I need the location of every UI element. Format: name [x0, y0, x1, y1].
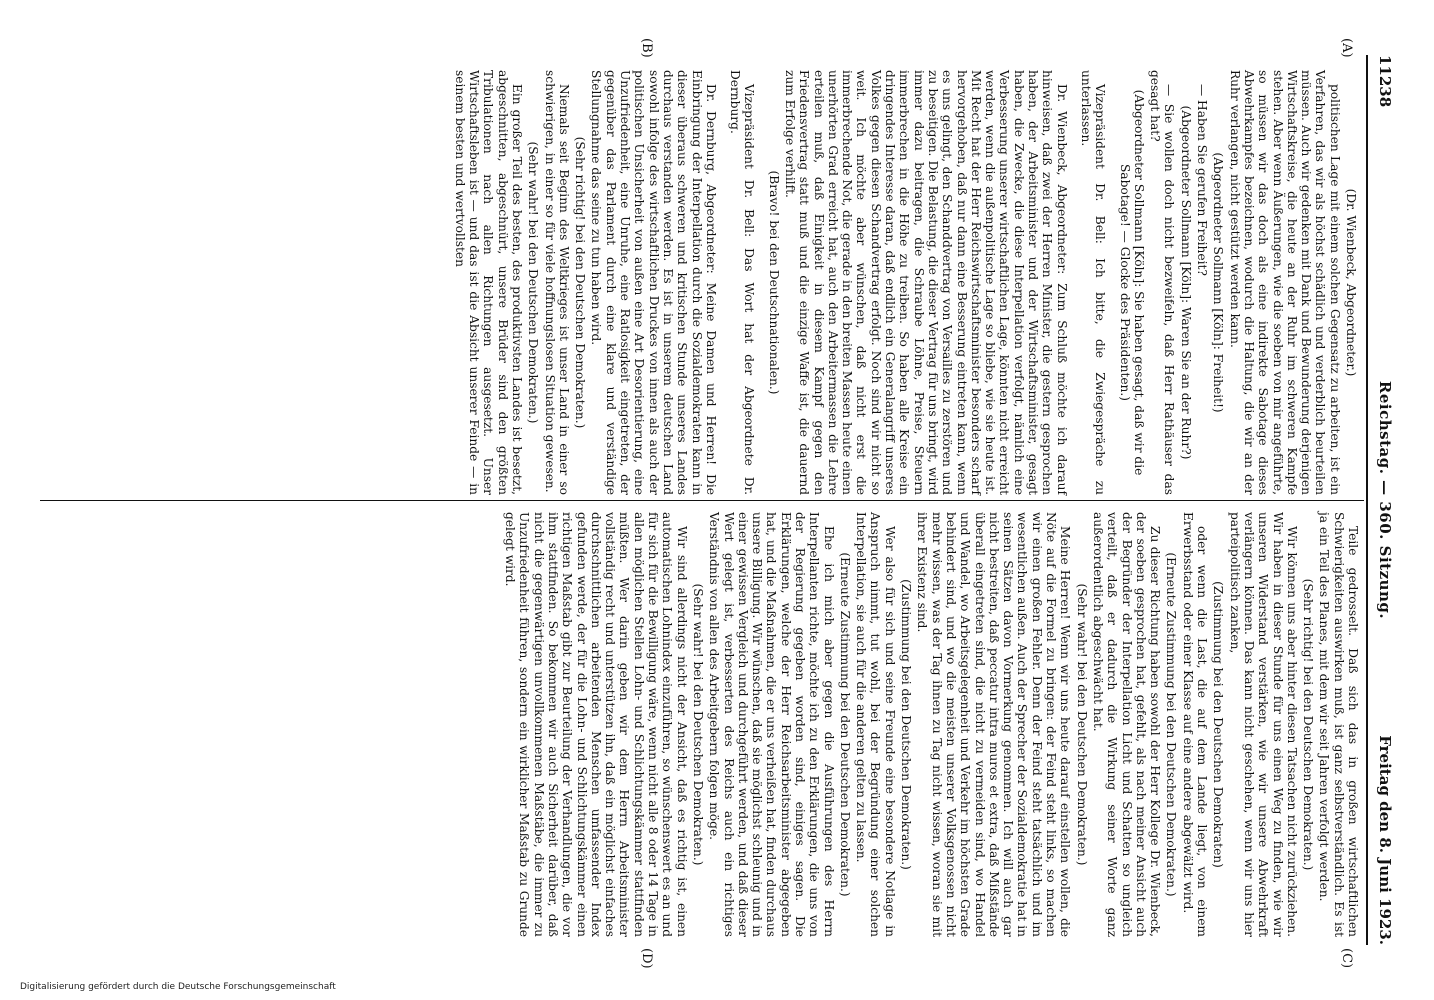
interjection: (Abgeordneter Sollmann [Köln]: Waren Sie an der Ruhr?) — [1178, 105, 1193, 460]
page-header — [1370, 55, 1394, 945]
paragraph: politischen Lage mit einem solchen Gegensatz zu arbeiten, ist ein Verfahren, das wir als höchst schädlich und verderblich beurteilen müssen. Auch wir gedenken mit Dank und Bewunderung derjenigen Wirtschaftskreise, die heute an der Ruhr im schweren Kampfe stehen. Aber wenn Äußerungen, wie die soeben von mir angeführte, so müssen wir das doch als eine indirekte Sabotage dieses Abwehrkampfes bezeichnen, wodurch die Haltung, die wir an der Ruhr verlangen, nicht gestützt werden kann. — [1227, 70, 1342, 495]
session-date: Freitag den 8. Juni 1923. — [1376, 735, 1394, 945]
interjection: (Erneute Zustimmung bei den Deutschen Demokraten.) — [1164, 552, 1179, 897]
paragraph: Ehe ich mich aber gegen die Ausführungen des Herrn Interpellanten richte, möchte ich zu den Erklärungen, die uns von der Regierung gegeben worden sind, einiges sagen. Die Erklärungen, welche der Herr Reichsarbeitsminister abgegeben hat, und die Maßnahmen, die er uns verheißen hat, finden durchaus unsere Billigung. Wir wünschen, daß sie möglichst schleunig und in einer gewissen Vergleich und durchgeführt werden, und daß dieser Wert gelegt ist, verbesserten des Reichs auch ein richtiges Verständnis von allen des Arbeitgebern folgen möge. — [707, 512, 836, 937]
interjection: (Sehr wahr! bei den Deutschen Demokraten.) — [1074, 583, 1089, 866]
paragraph: Vizepräsident Dr. Bell: Ich bitte, die Zwiegespräche zu unterlassen. — [1078, 70, 1108, 495]
paragraph: oder wenn die Last, die auf dem Lande liegt, von einem Erwerbsstand oder einer Klasse auf eine andere abgewälzt wird. — [1180, 512, 1210, 937]
paragraph: Wir können uns aber hinter diesen Tatsachen nicht zurückziehen. Wir haben in dieser Stunde für uns einen Weg zu finden, wie wir unseren Widerstand verstärken, wie wir unsere Abwehrkraft verlängern können. Das kann nicht geschehen, wenn wir uns hier parteipolitisch zanken, — [1227, 512, 1299, 937]
paragraph: — Sie wollen doch nicht bezweifeln, daß Herr Rathäuser das gesagt hat? — [1148, 70, 1177, 495]
interjection: (Sehr wahr! bei den Deutschen Demokraten.) — [526, 141, 541, 424]
interjection: (Sehr richtig! bei den Deutschen Demokraten.) — [573, 136, 588, 429]
right-column — [503, 512, 1360, 937]
interjection: (Sehr richtig! bei den Deutschen Demokraten.) — [1301, 578, 1316, 871]
paragraph: Vizepräsident Dr. Bell: Das Wort hat der Abgeordnete Dr. Dernburg. — [728, 70, 757, 495]
margin-mark-a: (A) — [1339, 38, 1354, 58]
interjection: (Dr. Wienbeck, Abgeordneter.) — [1344, 188, 1358, 377]
paragraph: Ein großer Teil des besten, des produktivsten Landes ist besetzt, abgeschnitten, abgeschnürt, unsere Brüder sind den größten Tribulationen nach allen Richtungen ausgesetzt. Unser Wirtschaftsleben ist — und das ist die Absicht unserer Feinde — in seinem besten und wertvollsten — [452, 70, 524, 495]
interjection: (Bravo! bei den Deutschnationalen.) — [766, 170, 781, 395]
paragraph: — Haben Sie gerufen Freiheit? — [1195, 84, 1210, 276]
interjection: (Zustimmung bei den Deutschen Demokraten.) — [899, 579, 914, 870]
page-title: Reichstag. — 360. Sitzung. — [1376, 380, 1394, 620]
column-separator — [40, 500, 1364, 501]
left-column — [452, 70, 1360, 495]
paragraph: Wir sind allerdings nicht der Ansicht, daß es richtig ist, einen automatischen Lohnindex einzuführen, so wünschenswert es an und für sich für die Bewilligung wäre, wenn nicht alle 8 oder 14 Tage in allen möglichen Stellen Lohn- und Schlichtungskämmer stattfinden müßten. Wer darin geben wir dem Herrn Arbeitsminister vollständig recht und unterstützen ihn, daß ein möglichst einfaches durchschnittlichen arbeitenden Menschen umfassender Index gefunden werde, der für die Lohn- und Schlichtungskämmer einen richtigen Maßstab gibt zur Beurteilung der Verhandlungen, die vor ihm stattfinden. So bekommen wir auch Sicherheit darüber, daß nicht die gegenwärtigen unvollkommenen Maßstäbe, die immer zu Unzufriedenheit führen, sondern ein wirklicher Maßstab zu Grunde gelegt wird. — [503, 512, 689, 937]
page-number: 11238 — [1376, 55, 1394, 108]
interjection: (Abgeordneter Sollmann [Köln]: Sie haben gesagt, daß wir die Sabotage! — Glocke des Präsidenten.) — [1117, 89, 1146, 476]
margin-mark-d: (D) — [639, 948, 654, 969]
interjection: (Sehr wahr! bei den Deutschen Demokraten.) — [690, 583, 705, 866]
paragraph: Zu dieser Richtung haben sowohl der Herr Kollege Dr. Wienbeck, der soeben gesprochen hat, gefehlt, als nach meiner Ansicht auch der Begründer der Interpellation Licht und Schatten so ungleich verteilt, daß er dadurch die Wirkung seiner Worte ganz außerordentlich abgeschwächt hat. — [1090, 512, 1163, 937]
margin-mark-b: (B) — [639, 38, 654, 58]
margin-mark-c: (C) — [1339, 948, 1354, 969]
interjection: (Erneute Zustimmung bei den Deutschen Demokraten.) — [837, 552, 852, 897]
digitization-credit: Digitalisierung gefördert durch die Deutsche Forschungsgemeinschaft — [20, 982, 336, 992]
paragraph: Niemals seit Beginn des Weltkrieges ist unser Land in einer so schwierigen, in einer so für viele hoffnungslosen Situation gewesen. — [542, 70, 571, 495]
paragraph: Wer also für sich und seine Freunde eine besondere Notlage in Anspruch nimmt, tut wohl, bei der Begründung einer solchen Interpellation, sie auch für die anderen gelten zu lassen. — [854, 512, 897, 937]
interjection: (Zustimmung bei den Deutschen Demokraten) — [1211, 581, 1226, 868]
header-rule — [1366, 55, 1368, 945]
paragraph: Teile gedrosselt. Daß sich das in großen wirtschaftlichen Schwierigkeiten auswirken muß, ist ganz selbstverständlich. Es ist ja ein Teil des Planes, mit dem wir seit Jahren verfolgt werden. — [1317, 512, 1360, 937]
paragraph: Dr. Wienbeck, Abgeordneter: Zum Schluß möchte ich darauf hinweisen, daß zwei der Herren Minister, die gestern gesprochen haben, der Arbeitsminister und der Wirtschaftsminister, gesagt haben, die Zwecke, die diese Interpellation verfolgt, nämlich eine Verbesserung unserer wirtschaftlichen Lage, könnten nicht erreicht werden, wenn die außenpolitische Lage so bliebe, wie sie heute ist. Mit Recht hat der Herr Reichswirtschaftsminister besonders scharf hervorgehoben, daß nur dann eine Besserung eintreten kann, wenn es uns gelingt, den Schanddvertrag von Versailles zu zerstören und zu beseitigen. Die Belastung, die dieser Vertrag für uns bringt, wird immer dazu beitragen, die Schraube Löhne, Preise, Steuern immerbrechen in die Höhe zu treiben. So haben alle Kreise ein dringendes Interesse daran, daß endlich ein Generalangriff unseres Volkes gegen diesen Schandvertrag erfolgt. Noch sind wir nicht so weit. Ich möchte aber wünschen, daß nicht erst die immerbrechende Not, die gerade in den breiten Massen heute einen unerhörten Grad erreicht hat, auch den Arbeitermassen die Lehre erteilen muß, daß Einigkeit in diesem Kampf gegen den Friedensvertrag statt muß und die einzige Waffe ist, die dauernd zum Erfolge verhilft. — [783, 70, 1069, 495]
paragraph: Dr. Dernburg, Abgeordneter: Meine Damen und Herren! Die Einbringung der Interpellation durch die Sozialdemokraten kann in dieser überaus schweren und kritischen Stunde unseres Landes durchaus verstanden werden. Es ist in unserem deutschen Land sowohl infolge des wirtschaftlichen Druckes von innen als auch der politischen Unsicherheit von außen eine Art Desorientierung, eine Unzufriedenheit, eine Unruhe, eine Ratlosigkeit eingetreten, der gegenüber das Parlament durch eine klare und verständige Stellungnahme das seine zu tun haben wird. — [589, 70, 718, 495]
paragraph: Meine Herren! Wenn wir uns heute darauf einstellen wollen, die Nöte auf die Formel zu bringen: der Feind steht links, so machen wir einen großen Fehler. Denn der Feind steht tatsächlich und im wesentlichen außen. Auch der Sprecher der Sozialdemokratie hat in seinen Sätzen davon Vormerkung genommen. Ich will auch gar nicht bestreiten, daß peccatur intra muros et extra, daß Mißstände überall eingetreten sind, die nicht zu vermeiden sind, wo Handel und Wandel, wo Arbeitsgelegenheit und Verkehr im höchsten Grade behindert sind, und wo die meisten unserer Volksgenossen nicht mehr wissen, was der Tag ihnen zu Tag nicht wissen, woran sie mit ihrer Existenz sind. — [915, 512, 1073, 937]
interjection: (Abgeordneter Sollmann [Köln]: Freiheit!) — [1211, 152, 1226, 413]
